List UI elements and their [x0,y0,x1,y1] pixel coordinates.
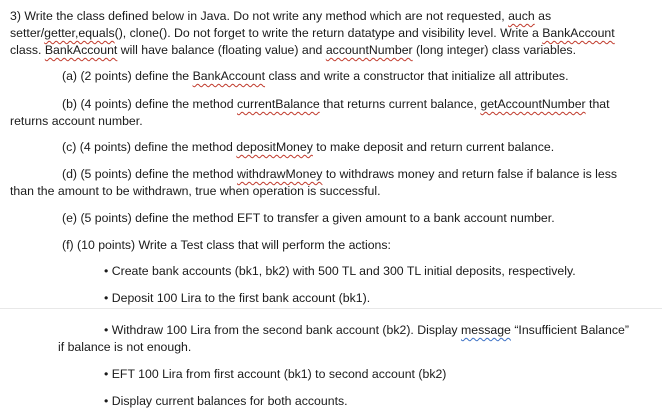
grammar-check-word: message [461,323,511,337]
part-d: (d) (5 points) define the method withdrawMoney to withdraws money and return false if balance is less [62,167,618,181]
bullet-item: • Display current balances for both accounts. [104,394,348,408]
part-b: (b) (4 points) define the method currentBalance that returns current balance, getAccountNumber that [62,97,610,111]
bullet-icon: • [104,291,109,305]
spellcheck-word: BankAccount [192,69,266,83]
bullet-icon: • [104,323,109,337]
bullet-icon: • [104,367,109,381]
spellcheck-word: currentBalance [237,97,320,111]
bullet-item: • Deposit 100 Lira to the first bank account (bk1). [104,291,371,305]
part-c: (c) (4 points) define the method depositMoney to make deposit and return current balance. [62,140,555,154]
spellcheck-word: BankAccount [44,43,118,57]
spellcheck-word: BankAccount [542,26,615,40]
bullet-icon: • [104,394,109,408]
bullet-item: • Create bank accounts (bk1, bk2) with 500 TL and 300 TL initial deposits, respectively. [104,264,576,278]
part-f: (f) (10 points) Write a Test class that will perform the actions: [62,238,391,252]
spellcheck-word: getAccountNumber [480,97,586,111]
spellcheck-word: accountNumber [325,43,413,57]
part-e: (e) (5 points) define the method EFT to transfer a given amount to a bank account number. [62,211,555,225]
part-d-continued: than the amount to be withdrawn, true when operation is successful. [10,184,381,198]
spellcheck-word: getter,equals [44,26,115,40]
intro-line-1: 3) Write the class defined below in Java. Do not write any method which are not requested, auch as [10,9,552,23]
spellcheck-word: depositMoney [236,140,313,154]
spellcheck-word: withdrawMoney [237,167,323,181]
bullet-item: • Withdraw 100 Lira from the second bank account (bk2). Display message “Insufficient Balance” [104,323,629,337]
part-b-continued: returns account number. [10,114,143,128]
part-a: (a) (2 points) define the BankAccount class and write a constructor that initialize all attributes. [62,69,569,83]
bullet-icon: • [104,264,109,278]
bullet-item: • EFT 100 Lira from first account (bk1) to second account (bk2) [104,367,447,381]
intro-line-2: setter/getter,equals(), clone(). Do not forget to write the return datatype and visibility level. Write a BankAccount [10,26,615,40]
intro-line-3: class. BankAccount will have balance (floating value) and accountNumber (long integer) class variables. [10,43,576,57]
spellcheck-word: auch [508,9,535,23]
bullet-item-continued: if balance is not enough. [58,340,192,354]
page-break-divider [0,308,662,309]
